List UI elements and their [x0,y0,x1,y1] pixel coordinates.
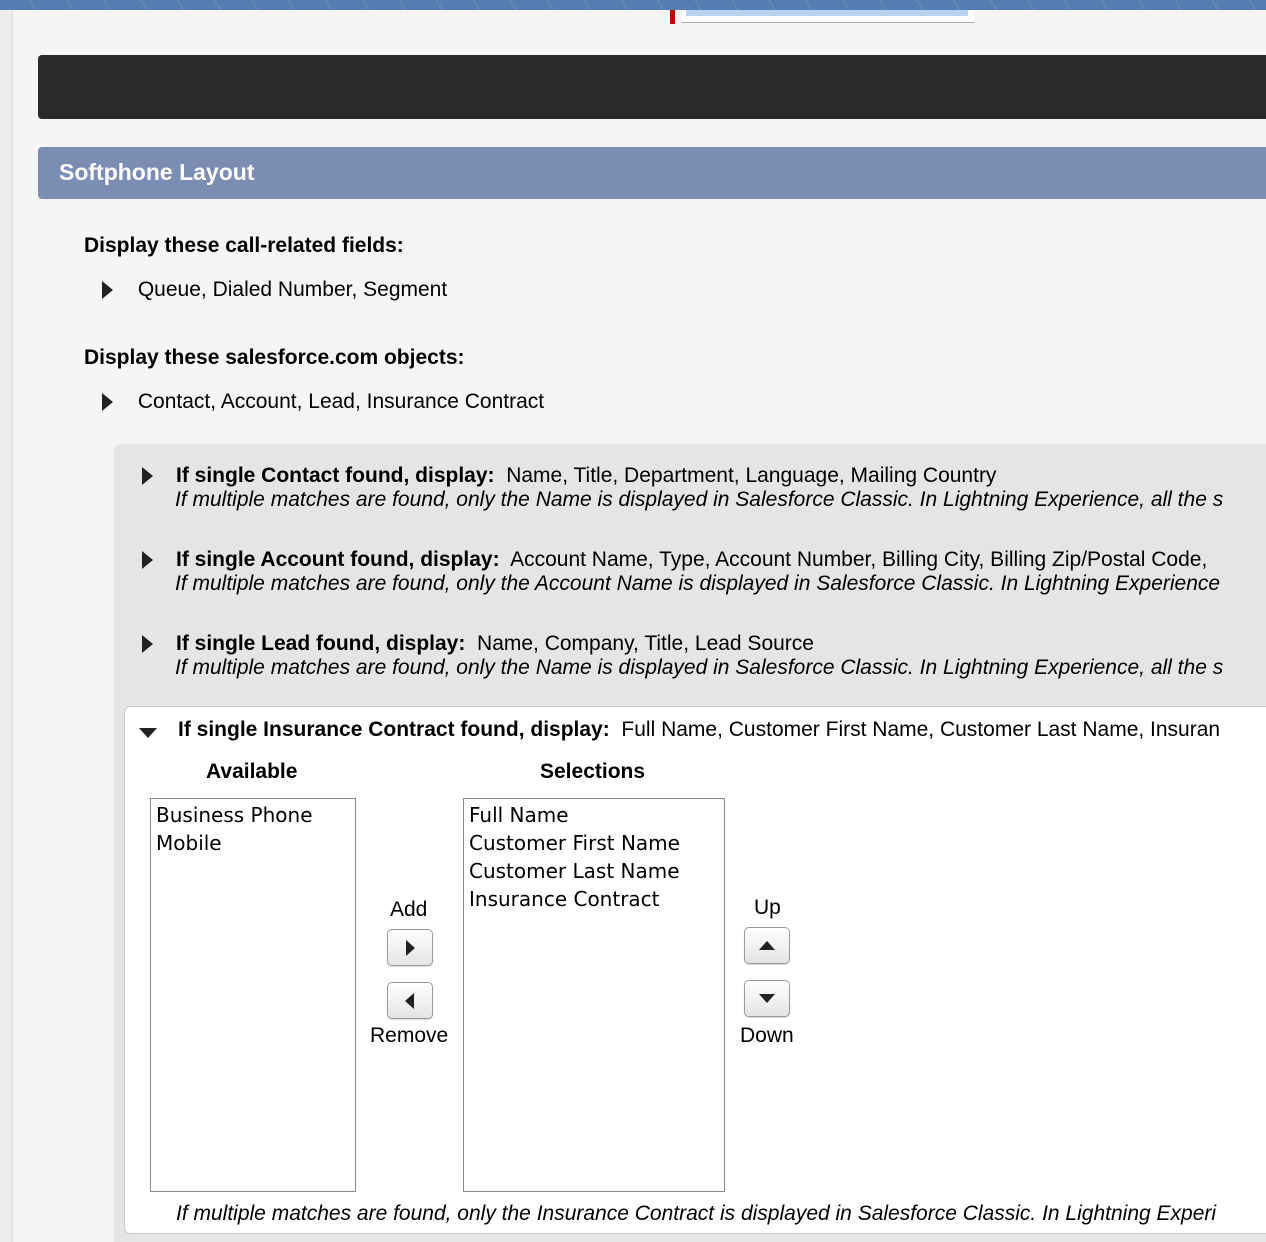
remove-label: Remove [370,1024,449,1047]
selection-option[interactable]: Customer Last Name [469,859,680,883]
call-fields-value: Queue, Dialed Number, Segment [137,278,448,302]
available-heading: Available [206,760,298,783]
add-button[interactable] [387,929,433,966]
available-option[interactable]: Business Phone [156,803,313,827]
move-up-button[interactable] [744,927,790,964]
left-gutter [0,10,13,1242]
contact-note: If multiple matches are found, only the Name is displayed in Salesforce Classic. In Lightning Experience, all the s [175,488,1224,511]
call-fields-row[interactable] [102,278,447,302]
section-header [38,147,1266,199]
top-input-field[interactable] [682,10,974,23]
top-banner [0,0,1266,10]
lead-fields: Name, Company, Title, Lead Source [477,632,814,655]
insurance-note: If multiple matches are found, only the Insurance Contract is displayed in Salesforce Classic. In Lightning Experi [176,1202,1217,1225]
expand-arrow-icon[interactable] [102,393,113,411]
contact-object-row [176,464,996,488]
arrow-right-icon [406,940,415,956]
remove-button[interactable] [387,982,433,1019]
expand-arrow-icon[interactable] [102,281,113,299]
down-label: Down [740,1024,794,1047]
add-label: Add [390,898,428,921]
selections-heading: Selections [540,760,646,783]
arrow-up-icon [759,941,775,950]
objects-label: Display these salesforce.com objects: [84,346,465,369]
available-option[interactable]: Mobile [156,831,222,855]
lead-heading: If single Lead found, display: [176,632,466,655]
collapse-arrow-icon[interactable] [139,728,157,738]
account-heading: If single Account found, display: [176,548,500,571]
selection-option[interactable]: Customer First Name [469,831,680,855]
account-fields: Account Name, Type, Account Number, Billing City, Billing Zip/Postal Code, [510,548,1208,571]
call-fields-label: Display these call-related fields: [84,234,404,257]
selections-listbox[interactable] [463,798,725,1192]
insurance-object-row [178,718,1220,742]
move-down-button[interactable] [744,980,790,1017]
arrow-left-icon [405,993,414,1009]
account-note: If multiple matches are found, only the Account Name is displayed in Salesforce Classic. In Lightning Experience [175,572,1221,595]
button-bar [38,55,1266,119]
section-title: Softphone Layout [59,159,255,185]
insurance-fields: Full Name, Customer First Name, Customer Last Name, Insuran [621,718,1221,741]
account-expand-arrow-icon[interactable] [142,551,153,569]
objects-row[interactable] [102,390,544,414]
lead-note: If multiple matches are found, only the Name is displayed in Salesforce Classic. In Lightning Experience, all the s [175,656,1224,679]
insurance-heading: If single Insurance Contract found, display: [178,718,610,741]
contact-fields: Name, Title, Department, Language, Mailing Country [506,464,997,487]
account-object-row [176,548,1207,572]
selection-option[interactable]: Insurance Contract [469,887,660,911]
selection-option[interactable]: Full Name [469,803,569,827]
up-label: Up [754,896,781,919]
lead-object-row [176,632,814,656]
required-indicator [670,10,675,24]
lead-expand-arrow-icon[interactable] [142,635,153,653]
arrow-down-icon [759,994,775,1003]
objects-value: Contact, Account, Lead, Insurance Contract [137,390,545,414]
available-listbox[interactable] [150,798,356,1192]
contact-expand-arrow-icon[interactable] [142,467,153,485]
contact-heading: If single Contact found, display: [176,464,495,487]
